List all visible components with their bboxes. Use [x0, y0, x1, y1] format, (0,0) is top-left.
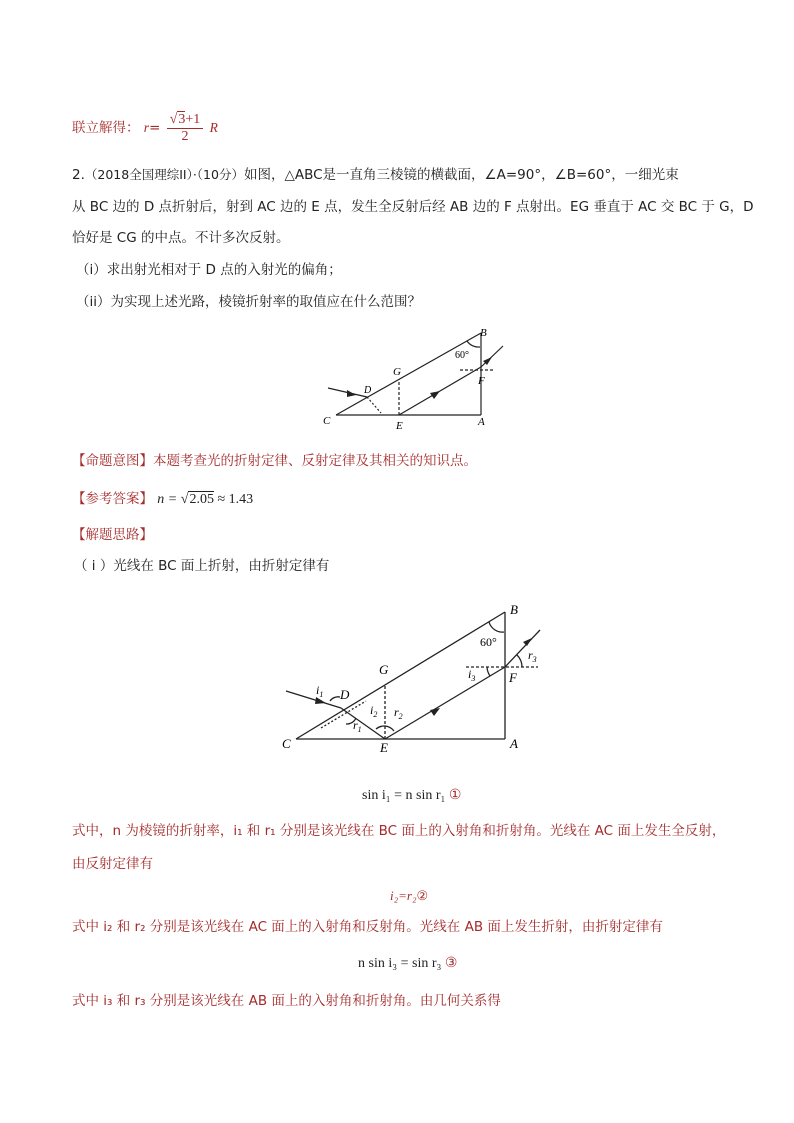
solve-eq: = [149, 120, 161, 136]
problem-line-2: 从 BC 边的 D 点折射后，射到 AC 边的 E 点，发生全反射后经 AB 边的 F 点射出。EG 垂直于 AC 交 BC 于 G，D [72, 199, 754, 215]
solve-fraction: $\frac{√3+1}{2}$ [167, 112, 204, 145]
big-label-e: E [380, 740, 388, 755]
label-g: G [393, 366, 401, 378]
answer-lhs: n = [157, 492, 181, 507]
answer-radicand: 2.05 [189, 492, 214, 507]
label-i1: $i_1$ [316, 683, 324, 699]
big-label-g: G [379, 662, 389, 677]
big-label-d: D [340, 687, 350, 702]
solve-line [72, 108, 218, 148]
label-c: C [323, 415, 331, 427]
equation-3 [358, 955, 457, 973]
label-b: B [480, 327, 487, 339]
solve-num-rest: +1 [185, 111, 201, 127]
equation-2 [390, 887, 428, 905]
problem-line1-text: 如图，△ABC是一直角三棱镜的横截面，∠A=90°，∠B=60°，一细光束 [243, 167, 679, 183]
solution-tag: 【解题思路】 [72, 527, 153, 543]
problem-source: （2018全国理综II） [84, 167, 193, 182]
equation-1-text: sin i₁ = n sin r₁ [362, 788, 446, 803]
intent-text: 本题考查光的折射定律、反射定律及其相关的知识点。 [153, 453, 477, 469]
label-d: D [364, 385, 372, 396]
answer-line [72, 490, 253, 509]
equation-1 [362, 787, 461, 805]
solve-den: 2 [181, 128, 189, 144]
label-r1: $r_1$ [353, 718, 362, 734]
label-r3: $r_3$ [528, 648, 537, 664]
intent-line [72, 452, 477, 470]
equation-2-mark: ② [416, 888, 429, 903]
solution-step-1: （ i ）光线在 BC 面上折射，由折射定律有 [74, 558, 330, 574]
solve-label: 联立解得： [72, 120, 140, 136]
big-label-b: B [510, 602, 518, 617]
question-2: （ii）为实现上述光路，棱镜折射率的取值应在什么范围？ [76, 294, 422, 310]
problem-number: 2. [72, 167, 85, 183]
question-1: （i）求出射光相对于 D 点的入射光的偏角； [76, 262, 342, 278]
equation-1-mark: ① [448, 788, 462, 803]
label-a: A [478, 416, 485, 428]
label-e: E [396, 420, 403, 432]
equation-2-text: i₂=r₂ [390, 888, 417, 903]
solve-var: r [143, 120, 150, 135]
problem-score: ·（10分） [192, 167, 244, 182]
problem-line-3: 恰好是 CG 的中点。不计多次反射。 [72, 230, 290, 246]
paragraph-2: 式中 i₂ 和 r₂ 分别是该光线在 AC 面上的入射角和反射角。光线在 AB 面上发生折射，由折射定律有 [72, 919, 663, 935]
paragraph-1-line-1: 式中，n 为棱镜的折射率，i₁ 和 r₁ 分别是该光线在 BC 面上的入射角和折射角。光线在 AC 面上发生全反射， [72, 823, 726, 839]
label-i3: $i_3$ [468, 667, 476, 683]
label-i2: $i_2$ [370, 703, 378, 719]
answer-formula: n = √2.05 ≈ 1.43 [157, 492, 254, 507]
big-label-c: C [282, 736, 291, 751]
label-f: F [478, 375, 485, 387]
equation-3-mark: ③ [444, 956, 458, 971]
big-label-f: F [509, 670, 517, 685]
answer-tag: 【参考答案】 [72, 491, 153, 507]
paragraph-3: 式中 i₃ 和 r₃ 分别是该光线在 AB 面上的入射角和折射角。由几何关系得 [72, 993, 501, 1009]
prism-diagram-small [320, 322, 510, 432]
big-label-a: A [510, 736, 518, 751]
solve-sqrt: 3 [178, 111, 186, 127]
problem-line-1 [72, 166, 679, 184]
answer-rhs: ≈ 1.43 [213, 492, 254, 507]
equation-3-text: n sin i₃ = sin r₃ [358, 956, 442, 971]
label-r2: $r_2$ [394, 705, 403, 721]
paragraph-1-line-2: 由反射定律有 [72, 856, 153, 872]
big-label-angle: 60° [480, 635, 497, 649]
label-angle: 60° [455, 350, 469, 361]
intent-tag: 【命题意图】 [72, 453, 153, 469]
solve-suffix: R [209, 120, 218, 135]
prism-diagram-large [278, 598, 548, 756]
